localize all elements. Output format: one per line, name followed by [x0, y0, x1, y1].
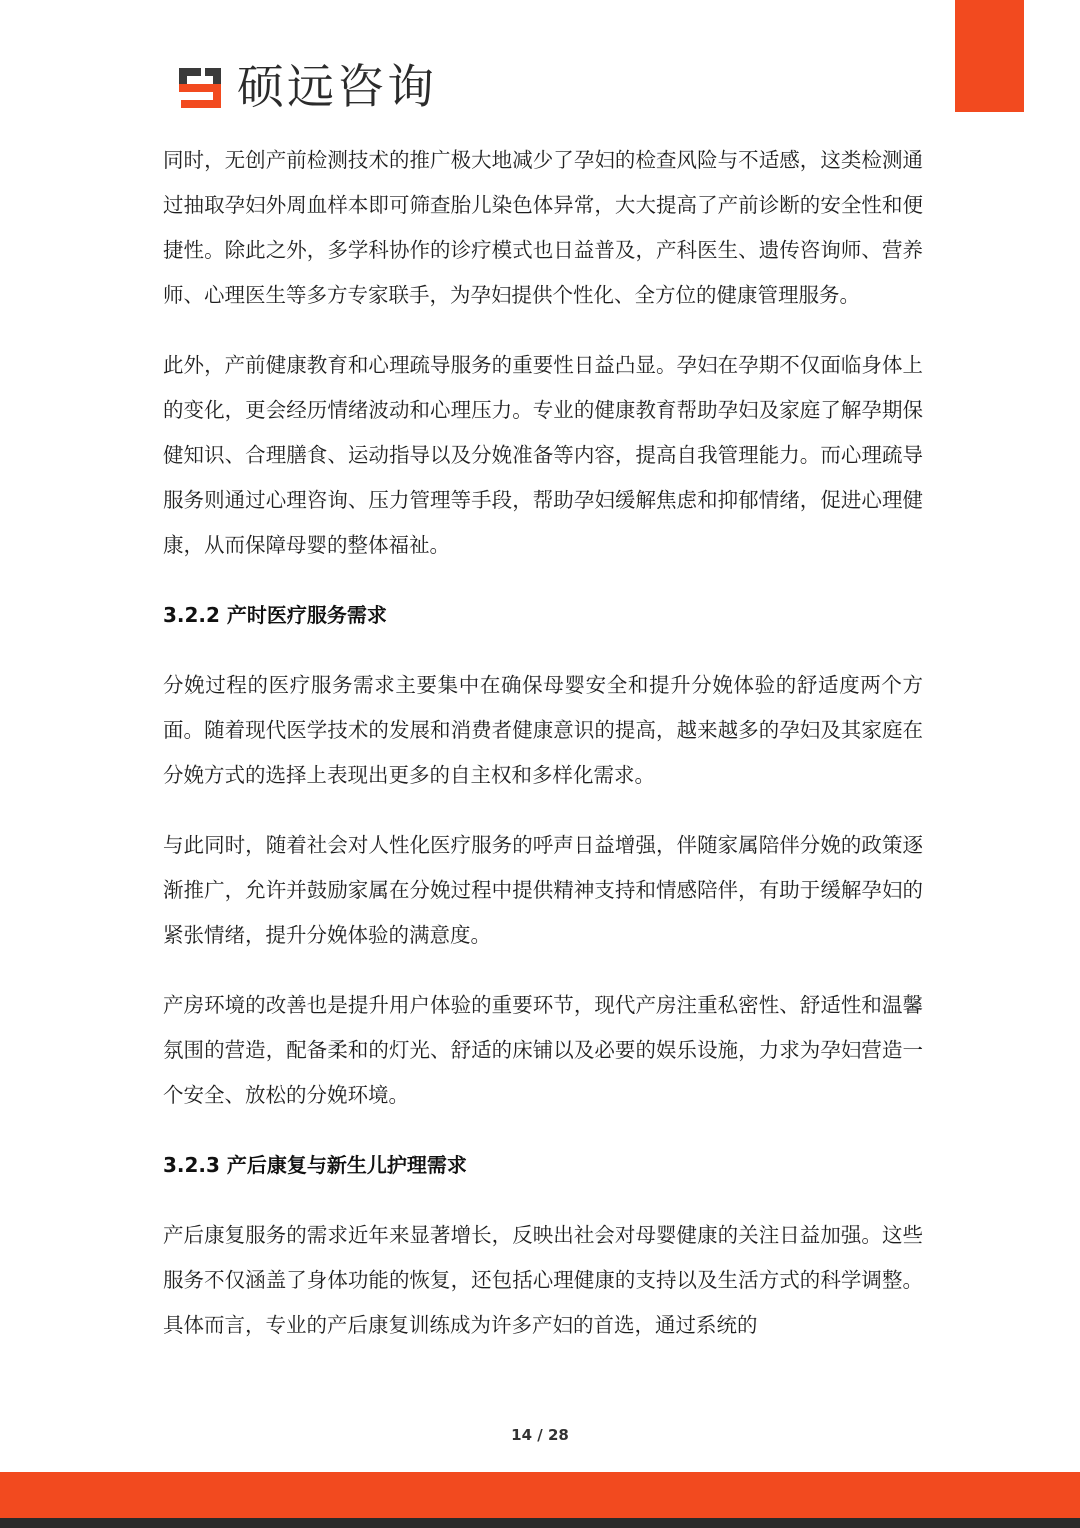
section-heading: 3.2.2 产时医疗服务需求 [163, 603, 387, 627]
paragraph: 产房环境的改善也是提升用户体验的重要环节，现代产房注重私密性、舒适性和温馨氛围的营造，配备柔和的灯光、舒适的床铺以及必要的娱乐设施，力求为孕妇营造一个安全、放松的分娩环境。 [163, 993, 923, 1107]
page-number: 14 / 28 [511, 1426, 569, 1444]
paragraph: 与此同时，随着社会对人性化医疗服务的呼声日益增强，伴随家属陪伴分娩的政策逐渐推广，允许并鼓励家属在分娩过程中提供精神支持和情感陪伴，有助于缓解孕妇的紧张情绪，提升分娩体验的满意度。 [163, 833, 923, 947]
footer-dark-line [0, 1518, 1080, 1528]
brand-name: 硕远咨询 [237, 60, 437, 115]
footer-accent-bar [0, 1472, 1080, 1518]
paragraph: 同时，无创产前检测技术的推广极大地减少了孕妇的检查风险与不适感，这类检测通过抽取孕妇外周血样本即可筛查胎儿染色体异常，大大提高了产前诊断的安全性和便捷性。除此之外，多学科协作的诊疗模式也日益普及，产科医生、遗传咨询师、营养师、心理医生等多方专家联手，为孕妇提供个性化、全方位的健康管理服务。 [163, 148, 923, 307]
brand-logo [175, 60, 437, 116]
logo-mark-icon [175, 64, 227, 112]
paragraph: 此外，产前健康教育和心理疏导服务的重要性日益凸显。孕妇在孕期不仅面临身体上的变化，更会经历情绪波动和心理压力。专业的健康教育帮助孕妇及家庭了解孕期保健知识、合理膳食、运动指导以及分娩准备等内容，提高自我管理能力。而心理疏导服务则通过心理咨询、压力管理等手段，帮助孕妇缓解焦虑和抑郁情绪，促进心理健康，从而保障母婴的整体福祉。 [163, 353, 923, 557]
section-heading: 3.2.3 产后康复与新生儿护理需求 [163, 1153, 467, 1177]
paragraph: 分娩过程的医疗服务需求主要集中在确保母婴安全和提升分娩体验的舒适度两个方面。随着现代医学技术的发展和消费者健康意识的提高，越来越多的孕妇及其家庭在分娩方式的选择上表现出更多的自主权和多样化需求。 [163, 673, 923, 787]
page-content [163, 138, 923, 1373]
corner-accent-block [955, 0, 1024, 112]
paragraph: 产后康复服务的需求近年来显著增长，反映出社会对母婴健康的关注日益加强。这些服务不仅涵盖了身体功能的恢复，还包括心理健康的支持以及生活方式的科学调整。具体而言，专业的产后康复训练成为许多产妇的首选，通过系统的 [163, 1223, 923, 1337]
